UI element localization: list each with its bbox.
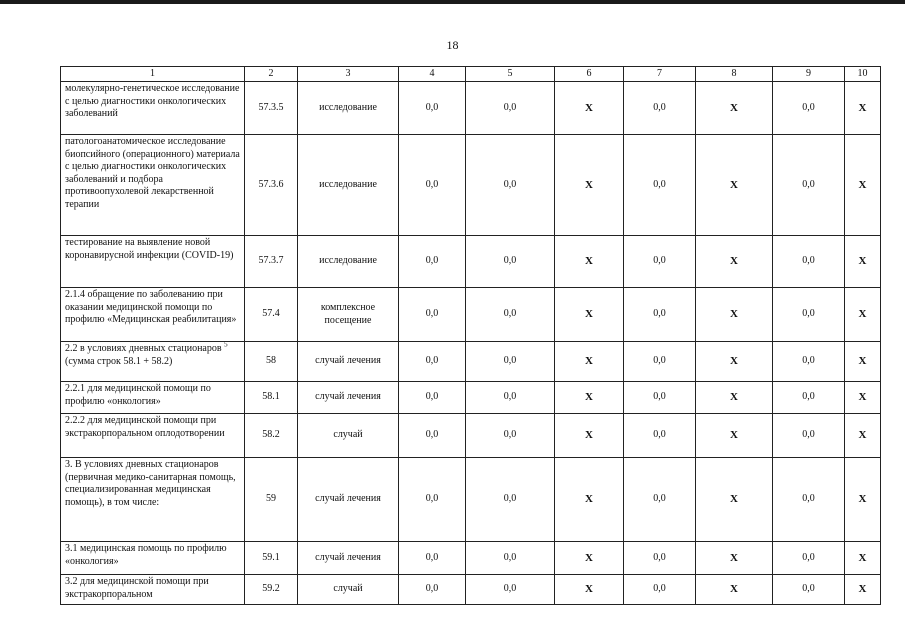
column-header: 9	[773, 67, 845, 82]
row-code: 58	[245, 342, 298, 382]
row-value-c10: X	[845, 82, 881, 135]
row-value-c6: X	[555, 458, 624, 542]
row-value-c9: 0,0	[773, 542, 845, 575]
row-unit: случай лечения	[298, 382, 399, 414]
row-value-c6: X	[555, 288, 624, 342]
row-value-c5: 0,0	[466, 458, 555, 542]
row-value-c6: X	[555, 414, 624, 458]
row-code: 57.3.7	[245, 236, 298, 288]
column-header: 4	[399, 67, 466, 82]
row-value-c4: 0,0	[399, 236, 466, 288]
row-value-c4: 0,0	[399, 414, 466, 458]
row-value-c9: 0,0	[773, 82, 845, 135]
row-unit: комплексное посещение	[298, 288, 399, 342]
row-value-c4: 0,0	[399, 542, 466, 575]
row-value-c8: X	[696, 288, 773, 342]
table-row	[61, 135, 881, 236]
row-value-c6: X	[555, 382, 624, 414]
row-name: тестирование на выявление новой коронавирусной инфекции (COVID-19)	[65, 237, 234, 261]
row-unit: случай	[298, 414, 399, 458]
row-value-c6: X	[555, 236, 624, 288]
row-value-c4: 0,0	[399, 288, 466, 342]
row-value-c4: 0,0	[399, 342, 466, 382]
row-value-c8: X	[696, 82, 773, 135]
row-value-c5: 0,0	[466, 542, 555, 575]
row-value-c7: 0,0	[624, 575, 696, 605]
row-value-c7: 0,0	[624, 288, 696, 342]
row-unit: исследование	[298, 135, 399, 236]
row-name: 3. В условиях дневных стационаров (первичная медико-санитарная помощь, специализированная медицинская помощь), в том числе:	[65, 459, 236, 508]
row-value-c9: 0,0	[773, 135, 845, 236]
row-value-c8: X	[696, 458, 773, 542]
row-value-c5: 0,0	[466, 82, 555, 135]
row-code: 59.1	[245, 542, 298, 575]
column-header: 5	[466, 67, 555, 82]
row-value-c9: 0,0	[773, 458, 845, 542]
row-value-c4: 0,0	[399, 458, 466, 542]
row-value-c5: 0,0	[466, 414, 555, 458]
row-value-c8: X	[696, 135, 773, 236]
row-value-c8: X	[696, 236, 773, 288]
row-name: 3.1 медицинская помощь по профилю «онкология»	[65, 543, 227, 567]
row-value-c10: X	[845, 288, 881, 342]
row-name-cell	[61, 135, 245, 236]
row-value-c9: 0,0	[773, 382, 845, 414]
row-value-c4: 0,0	[399, 82, 466, 135]
row-name-cell	[61, 382, 245, 414]
row-value-c7: 0,0	[624, 458, 696, 542]
table-row	[61, 288, 881, 342]
row-value-c9: 0,0	[773, 342, 845, 382]
row-name-cell	[61, 458, 245, 542]
row-value-c4: 0,0	[399, 575, 466, 605]
row-value-c10: X	[845, 236, 881, 288]
row-value-c8: X	[696, 575, 773, 605]
row-name: патологоанатомическое исследование биопсийного (операционного) материала с целью диагностики онкологических заболеваний и подбора противоопухолевой лекарственной терапии	[65, 136, 240, 210]
table-row	[61, 382, 881, 414]
page-number: 18	[446, 38, 459, 52]
row-value-c10: X	[845, 575, 881, 605]
row-value-c10: X	[845, 458, 881, 542]
row-value-c4: 0,0	[399, 382, 466, 414]
table-row	[61, 236, 881, 288]
row-name: молекулярно-генетическое исследование с целью диагностики онкологических заболеваний	[65, 83, 240, 120]
row-value-c10: X	[845, 414, 881, 458]
row-name: 2.2.2 для медицинской помощи при экстракорпоральном оплодотворении	[65, 415, 225, 439]
column-header: 6	[555, 67, 624, 82]
row-value-c7: 0,0	[624, 414, 696, 458]
row-value-c7: 0,0	[624, 236, 696, 288]
row-value-c9: 0,0	[773, 236, 845, 288]
row-value-c10: X	[845, 135, 881, 236]
row-name-cell	[61, 414, 245, 458]
row-value-c6: X	[555, 135, 624, 236]
row-name: 2.1.4 обращение по заболеванию при оказании медицинской помощи по профилю «Медицинская реабилитация»	[65, 289, 237, 326]
row-value-c8: X	[696, 542, 773, 575]
data-table	[60, 66, 881, 605]
table-row	[61, 458, 881, 542]
row-value-c5: 0,0	[466, 236, 555, 288]
row-value-c8: X	[696, 414, 773, 458]
row-value-c7: 0,0	[624, 542, 696, 575]
table-row	[61, 414, 881, 458]
row-value-c7: 0,0	[624, 135, 696, 236]
row-unit: случай	[298, 575, 399, 605]
row-code: 57.3.5	[245, 82, 298, 135]
footnote-marker: 5	[224, 341, 228, 349]
row-value-c9: 0,0	[773, 575, 845, 605]
column-header: 7	[624, 67, 696, 82]
row-value-c10: X	[845, 342, 881, 382]
row-name: 3.2 для медицинской помощи при экстракорпоральном	[65, 576, 209, 600]
row-name-cell	[61, 288, 245, 342]
table-row	[61, 82, 881, 135]
row-code: 57.4	[245, 288, 298, 342]
row-unit: исследование	[298, 82, 399, 135]
row-name-cell	[61, 575, 245, 605]
page-top-edge	[0, 0, 905, 4]
row-value-c5: 0,0	[466, 342, 555, 382]
row-value-c6: X	[555, 82, 624, 135]
table-row	[61, 575, 881, 605]
row-name-cell	[61, 236, 245, 288]
row-value-c5: 0,0	[466, 135, 555, 236]
row-value-c6: X	[555, 575, 624, 605]
row-value-c6: X	[555, 542, 624, 575]
row-value-c5: 0,0	[466, 575, 555, 605]
row-value-c5: 0,0	[466, 288, 555, 342]
row-name: 2.2.1 для медицинской помощи по профилю «онкология»	[65, 383, 211, 407]
row-value-c10: X	[845, 382, 881, 414]
row-value-c4: 0,0	[399, 135, 466, 236]
row-name-cell	[61, 342, 245, 382]
row-value-c5: 0,0	[466, 382, 555, 414]
row-name-cell	[61, 542, 245, 575]
row-code: 57.3.6	[245, 135, 298, 236]
table-header-row	[61, 67, 881, 82]
row-name-tail: (сумма строк 58.1 + 58.2)	[65, 355, 173, 367]
row-unit: случай лечения	[298, 342, 399, 382]
row-value-c7: 0,0	[624, 382, 696, 414]
row-value-c9: 0,0	[773, 288, 845, 342]
row-unit: исследование	[298, 236, 399, 288]
row-code: 59.2	[245, 575, 298, 605]
row-value-c8: X	[696, 382, 773, 414]
row-value-c9: 0,0	[773, 414, 845, 458]
row-code: 59	[245, 458, 298, 542]
row-value-c7: 0,0	[624, 82, 696, 135]
column-header: 2	[245, 67, 298, 82]
row-value-c10: X	[845, 542, 881, 575]
row-code: 58.1	[245, 382, 298, 414]
column-header: 1	[61, 67, 245, 82]
row-unit: случай лечения	[298, 542, 399, 575]
row-name-cell	[61, 82, 245, 135]
row-value-c7: 0,0	[624, 342, 696, 382]
row-name: 2.2 в условиях дневных стационаров	[65, 343, 222, 354]
row-code: 58.2	[245, 414, 298, 458]
column-header: 10	[845, 67, 881, 82]
row-value-c8: X	[696, 342, 773, 382]
row-value-c6: X	[555, 342, 624, 382]
row-unit: случай лечения	[298, 458, 399, 542]
table-row	[61, 542, 881, 575]
table-row	[61, 342, 881, 382]
column-header: 3	[298, 67, 399, 82]
column-header: 8	[696, 67, 773, 82]
